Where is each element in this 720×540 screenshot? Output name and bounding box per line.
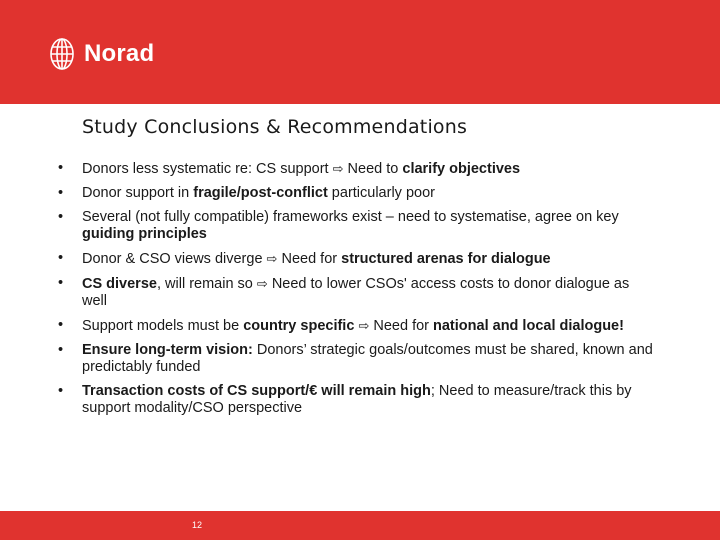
emphasis-text: Ensure long-term vision:: [82, 342, 253, 358]
bullet-text: Support models must be: [82, 318, 244, 334]
arrow-right-icon: ⇨: [332, 161, 344, 176]
bullet-text: Need for: [277, 251, 342, 267]
footer-bar: [0, 511, 720, 540]
norad-logo: [48, 34, 154, 74]
bullet-item: [58, 250, 658, 268]
emphasis-text: country specific: [243, 318, 355, 334]
emphasis-text: fragile/post-conflict: [193, 185, 328, 201]
slide-title: Study Conclusions & Recommendations: [82, 116, 468, 138]
bullet-dot-icon: •: [58, 275, 64, 291]
bullet-item: [58, 209, 658, 243]
emphasis-text: structured arenas for dialogue: [341, 251, 551, 267]
bullet-dot-icon: •: [58, 250, 64, 266]
bullet-item: [58, 383, 658, 417]
bullet-dot-icon: •: [58, 209, 64, 225]
emphasis-text: guiding principles: [82, 226, 207, 242]
bullet-text: Donors less systematic re: CS support: [82, 161, 333, 177]
bullet-text: particularly poor: [327, 185, 435, 201]
bullet-text: Need to: [343, 161, 403, 177]
bullet-text: Donor support in: [82, 185, 194, 201]
bullet-dot-icon: •: [58, 160, 64, 176]
bullet-text: Need to lower CSOs' access costs to donor dialogue as well: [82, 276, 630, 309]
bullet-dot-icon: •: [58, 383, 64, 399]
arrow-right-icon: ⇨: [358, 318, 370, 333]
emphasis-text: clarify objectives: [402, 161, 521, 177]
bullet-list: [58, 160, 658, 424]
header-bar: [0, 0, 720, 104]
logo-text: Norad: [84, 40, 155, 67]
bullet-item: [58, 185, 658, 202]
arrow-right-icon: ⇨: [256, 276, 268, 291]
arrow-right-icon: ⇨: [266, 251, 278, 266]
bullet-text: Donor & CSO views diverge: [82, 251, 267, 267]
bullet-dot-icon: •: [58, 317, 64, 333]
bullet-text: Donors’ strategic goals/outcomes must be shared, known and predictably funded: [82, 342, 653, 375]
bullet-item: [58, 160, 658, 178]
bullet-item: [58, 275, 658, 310]
globe-wheat-icon: [48, 36, 76, 72]
page-number: 12: [192, 520, 203, 530]
emphasis-text: CS diverse: [82, 276, 157, 292]
bullet-dot-icon: •: [58, 185, 64, 201]
bullet-item: [58, 342, 658, 376]
bullet-text: Several (not fully compatible) frameworks exist – need to systematise, agree on key: [82, 209, 619, 225]
bullet-text: Need for: [369, 318, 434, 334]
bullet-text: , will remain so: [156, 276, 257, 292]
bullet-item: [58, 317, 658, 335]
emphasis-text: Transaction costs of CS support/€ will remain high: [82, 383, 431, 399]
emphasis-text: national and local dialogue!: [433, 318, 624, 334]
bullet-dot-icon: •: [58, 342, 64, 358]
bullet-text: ; Need to measure/track this by support modality/CSO perspective: [82, 383, 632, 416]
